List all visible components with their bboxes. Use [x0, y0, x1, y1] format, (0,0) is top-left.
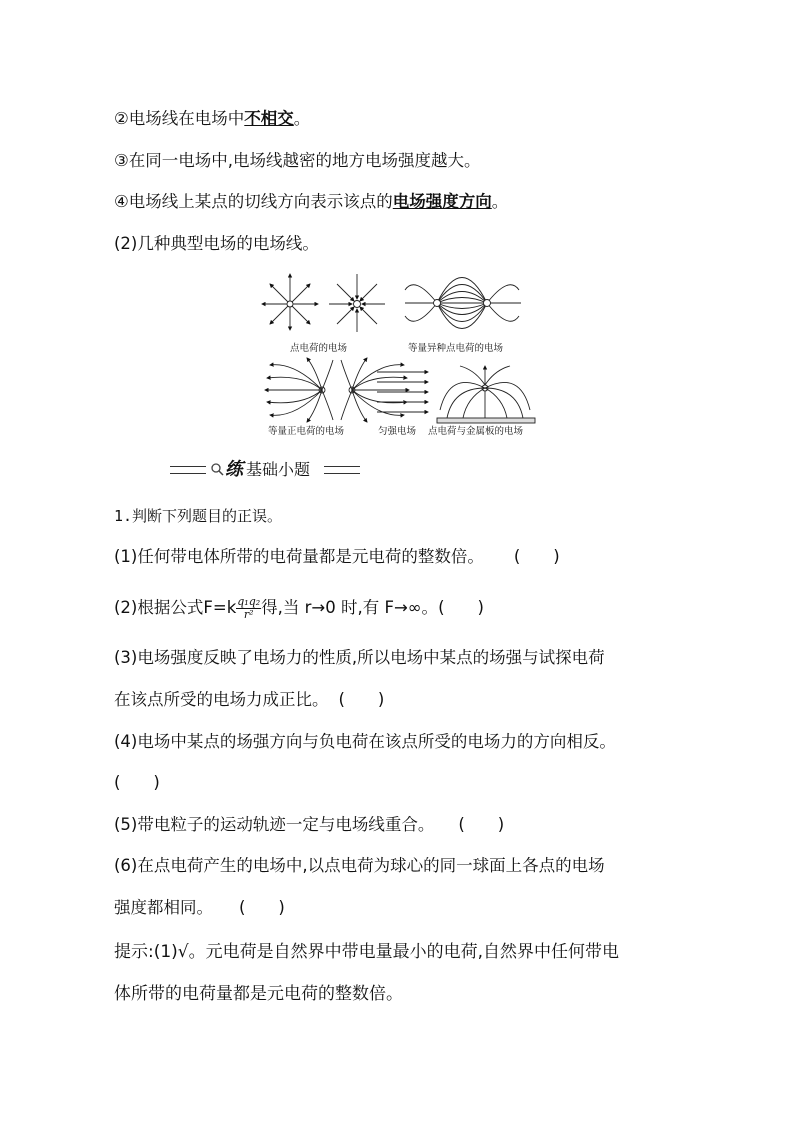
- question-1-6-text: 强度都相同。: [114, 898, 213, 917]
- subheading-typical-fields: (2)几种典型电场的电场线。: [114, 234, 319, 253]
- magnifier-icon: [210, 462, 224, 476]
- formula-numerator: q₁q₂: [237, 595, 261, 608]
- dipole-field: [405, 278, 521, 329]
- point-2: [114, 108, 684, 130]
- point-4-suffix: 。: [491, 192, 509, 211]
- question-1-6-line-2: [114, 897, 684, 919]
- caption-unlike-charges: 等量异种点电荷的电场: [408, 343, 504, 354]
- question-1-2: [114, 596, 684, 621]
- negative-point-charge-field: [329, 274, 385, 332]
- caption-point-charge: 点电荷的电场: [290, 343, 348, 354]
- question-1-4-line-1: (4)电场中某点的场强方向与负电荷在该点所受的电场力的方向相反。: [114, 732, 616, 751]
- question-1-3-line-1: (3)电场强度反映了电场力的性质,所以电场中某点的场强与试探电荷: [114, 648, 605, 667]
- question-1-2-suffix: 得,当 r→0 时,有 F→∞。: [261, 598, 439, 617]
- formula-fraction: [236, 596, 261, 621]
- caption-like-charges: 等量正电荷的电场: [268, 426, 345, 437]
- question-1-3-line-2: [114, 689, 684, 711]
- formula-denominator: r²: [243, 608, 254, 621]
- positive-point-charge-field: [262, 274, 318, 330]
- answer-paren-4: ( ): [114, 773, 160, 792]
- question-1-6-line-1: (6)在点电荷产生的电场中,以点电荷为球心的同一球面上各点的电场: [114, 856, 605, 875]
- field-lines-figure: [255, 270, 540, 440]
- practice-icon-char: 练: [225, 459, 243, 480]
- point-3: ③在同一电场中,电场线越密的地方电场强度越大。: [114, 151, 481, 170]
- heading-rule-right: [324, 466, 360, 474]
- question-1-5-text: (5)带电粒子的运动轨迹一定与电场线重合。: [114, 815, 435, 834]
- point-4: [114, 191, 684, 213]
- question-1-2-prefix: (2)根据公式F=k: [114, 598, 237, 617]
- point-2-suffix: 。: [293, 109, 311, 128]
- point-4-prefix: ④电场线上某点的切线方向表示该点的: [114, 192, 393, 211]
- question-1-1: [114, 546, 684, 568]
- question-1-3-text: 在该点所受的电场力成正比。: [114, 690, 329, 709]
- answer-paren-1: ( ): [513, 547, 560, 566]
- point-4-emphasis: 电场强度方向: [392, 192, 492, 211]
- question-1-title: 1.判断下列题目的正误。: [114, 507, 283, 525]
- charge-plate-field: [437, 366, 535, 423]
- question-1-5: [114, 814, 684, 836]
- hint-line-2: 体所带的电荷量都是元电荷的整数倍。: [114, 984, 403, 1004]
- section-heading: [170, 458, 370, 482]
- question-1-1-text: (1)任何带电体所带的电荷量都是元电荷的整数倍。: [114, 547, 484, 566]
- section-title: 基础小题: [246, 460, 311, 479]
- answer-paren-5: ( ): [458, 815, 505, 834]
- hint-line-1: 提示:(1)√。元电荷是自然界中带电量最小的电荷,自然界中任何带电: [114, 942, 620, 962]
- caption-charge-plate: 点电荷与金属板的电场: [428, 426, 524, 437]
- answer-paren-2: ( ): [438, 598, 484, 617]
- caption-uniform-field: 匀强电场: [378, 426, 417, 437]
- point-2-emphasis: 不相交: [244, 109, 294, 128]
- heading-rule-left: [170, 466, 206, 474]
- point-2-prefix: ②电场线在电场中: [114, 109, 245, 128]
- answer-paren-6: ( ): [239, 898, 285, 917]
- answer-paren-3: ( ): [338, 690, 385, 709]
- field-lines-diagram: [255, 270, 540, 440]
